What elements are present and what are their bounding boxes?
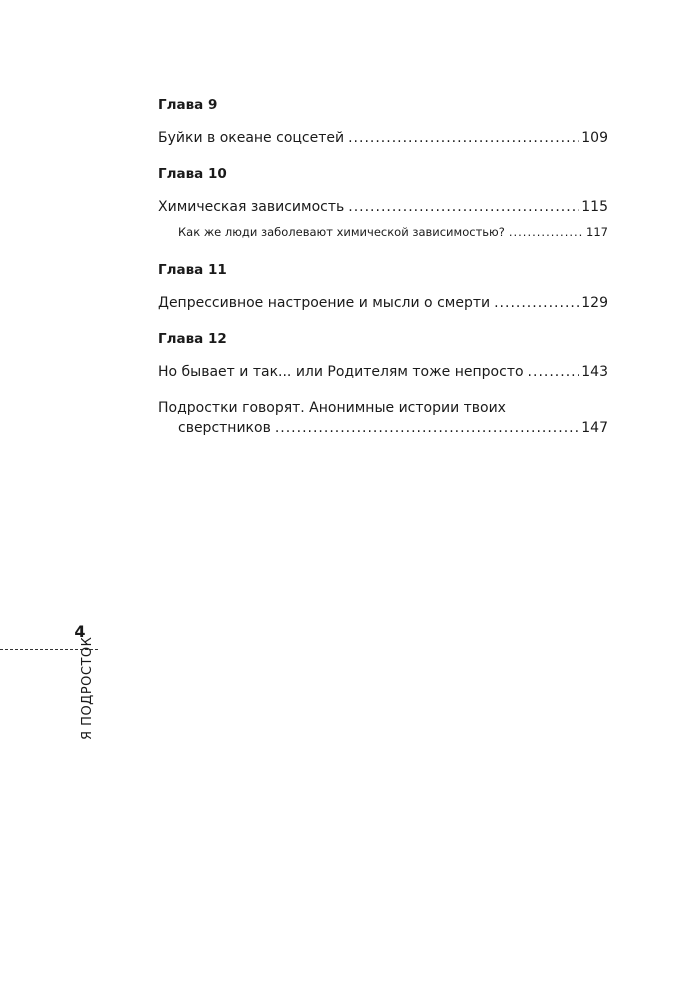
dot-leader [348, 128, 579, 148]
toc-entry [158, 197, 608, 217]
entry-title-line-2: сверстников [178, 420, 271, 436]
entry-title: Химическая зависимость [158, 199, 345, 215]
toc-entry [158, 362, 608, 382]
table-of-contents [158, 95, 608, 438]
entry-page-number: 115 [581, 199, 608, 215]
entry-title: Депрессивное настроение и мысли о смерти [158, 295, 491, 311]
entry-page-number: 109 [581, 130, 608, 146]
entry-page-number: 117 [586, 225, 608, 239]
toc-entry [158, 293, 608, 313]
entry-title: Как же люди заболевают химической зависимостью? [178, 225, 505, 239]
chapter-heading: Глава 9 [158, 97, 218, 113]
dot-leader [494, 293, 579, 313]
toc-entry [178, 418, 608, 438]
entry-title: Но бывает и так... или Родителям тоже непросто [158, 364, 524, 380]
running-title: Я ПОДРОСТОК [80, 636, 95, 740]
dot-leader [348, 197, 579, 217]
chapter-10 [158, 164, 608, 242]
dot-leader [528, 362, 580, 382]
page-number: 4 [74, 622, 86, 641]
chapter-heading: Глава 11 [158, 262, 227, 278]
dot-leader [509, 222, 584, 242]
entry-page-number: 129 [581, 295, 608, 311]
entry-page-number: 143 [581, 364, 608, 380]
closing-entry [158, 398, 608, 438]
chapter-heading: Глава 12 [158, 331, 227, 347]
entry-title-line-1: Подростки говорят. Анонимные истории твоих [158, 400, 506, 416]
entry-page-number: 147 [581, 420, 608, 436]
chapter-11 [158, 260, 608, 313]
chapter-9 [158, 95, 608, 148]
chapter-12 [158, 329, 608, 382]
dot-leader [275, 418, 579, 438]
toc-entry [158, 128, 608, 148]
chapter-heading: Глава 10 [158, 166, 227, 182]
entry-title: Буйки в океане соцсетей [158, 130, 345, 146]
toc-subentry [178, 222, 608, 242]
